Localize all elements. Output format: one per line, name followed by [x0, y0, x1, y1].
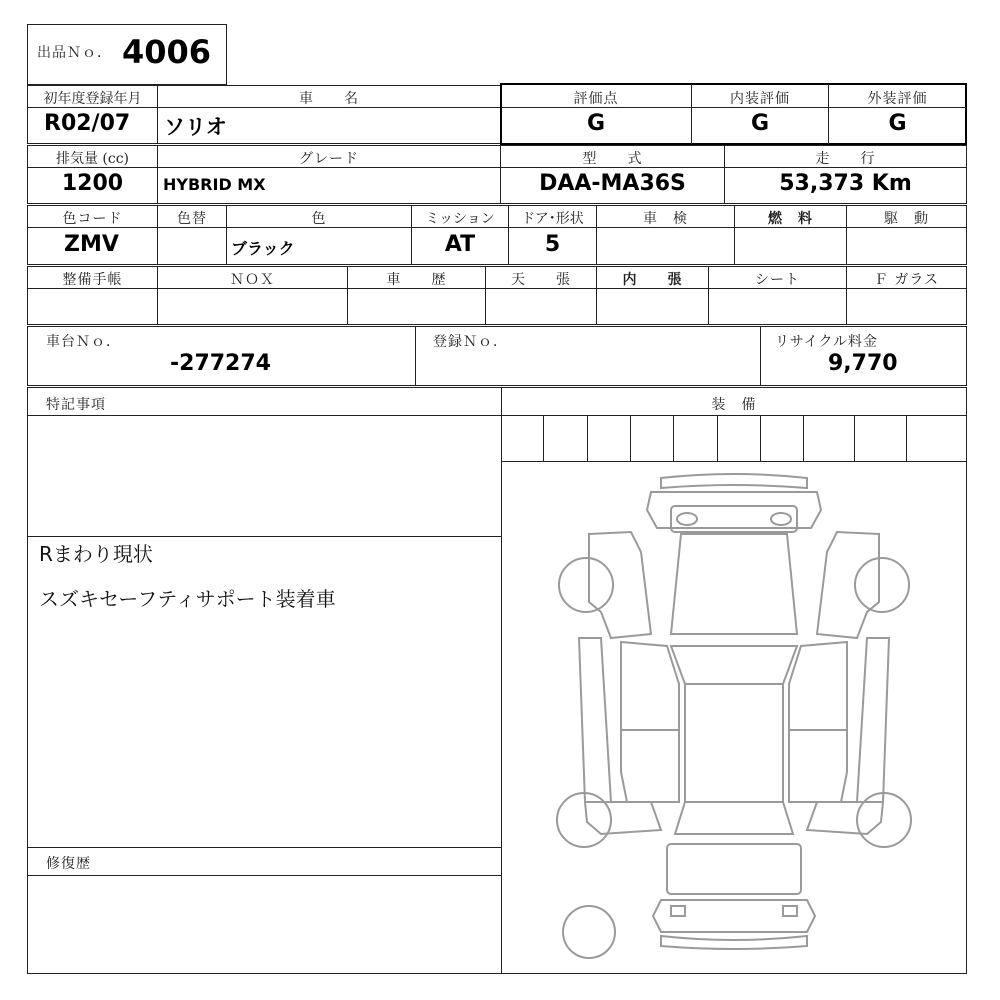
rear-right-door: [789, 730, 847, 802]
repaint-label: 色替: [177, 211, 207, 227]
recycle-label: リサイクル料金: [775, 334, 879, 350]
lot-number: 4006: [122, 33, 212, 71]
fuel-label: 燃 料: [768, 211, 813, 227]
fuel-cell: [734, 227, 847, 265]
model-label: 型 式: [582, 151, 643, 167]
equipment-cell-divider: [854, 415, 855, 461]
color-code-value: ZMV: [64, 232, 119, 257]
drive-label: 駆 動: [884, 211, 929, 227]
notes-header-line: [27, 415, 502, 416]
first-reg-value: R02/07: [44, 111, 131, 136]
exterior-label: 外装評価: [867, 91, 928, 107]
displacement-label: 排気量 (cc): [55, 151, 130, 167]
rear-right-quarter: [807, 802, 883, 834]
score-label: 評価点: [573, 91, 619, 107]
inspection-cell: [596, 227, 735, 265]
nox-label: ＮＯＸ: [230, 272, 275, 288]
door-value: 5: [544, 232, 561, 257]
left-sill: [579, 638, 611, 802]
front-right-door: [789, 642, 847, 730]
right-sill: [857, 638, 889, 802]
grade-label: グレード: [299, 151, 359, 167]
rear-bumper-bottom: [661, 936, 807, 949]
registration-label: 登録Ｎｏ．: [433, 334, 508, 350]
chassis-value: -277274: [170, 351, 271, 376]
equipment-cell-divider: [543, 415, 544, 461]
repair-label: 修復歴: [46, 856, 91, 872]
front-left-fender: [589, 532, 651, 638]
interior-trim-label: 内 張: [622, 272, 683, 288]
score-value: G: [586, 111, 606, 136]
glass-label: Ｆ ガラス: [873, 272, 940, 288]
equipment-cell-divider: [803, 415, 804, 461]
notes-label: 特記事項: [46, 397, 106, 413]
spare-tire: [563, 906, 615, 958]
roof: [685, 684, 783, 802]
door-label: ドア･形状: [521, 211, 584, 227]
front-bumper-top: [661, 474, 807, 488]
lot-label: 出品Ｎｏ．: [37, 45, 112, 61]
seat-cell: [708, 288, 847, 325]
back-door: [667, 844, 801, 894]
car-name-value: ソリオ: [164, 115, 227, 139]
maintenance-label: 整備手帳: [62, 272, 123, 288]
front-emblem-right: [771, 513, 791, 525]
equipment-header-line: [501, 415, 967, 416]
rear-left-quarter: [585, 802, 661, 834]
mileage-value: 53,373 Km: [779, 171, 912, 196]
repair-header-bottom: [27, 875, 502, 876]
front-left-door: [621, 642, 679, 730]
history-cell: [347, 288, 486, 325]
grade-value: HYBRID MX: [163, 175, 266, 194]
history-label: 車 歴: [386, 272, 447, 288]
rear-glass: [675, 802, 793, 834]
repair-header-top: [27, 847, 502, 848]
equipment-cell-divider: [906, 415, 907, 461]
seat-label: シート: [755, 272, 800, 288]
interior-value: G: [750, 111, 770, 136]
mission-value: AT: [444, 232, 476, 257]
mileage-label: 走 行: [815, 151, 876, 167]
notes-divider: [27, 536, 502, 537]
notes-section: [27, 387, 502, 974]
car-diagram: [501, 462, 967, 974]
equipment-cell-divider: [760, 415, 761, 461]
hood: [671, 534, 797, 634]
glass-cell: [846, 288, 967, 325]
windshield: [671, 646, 797, 684]
equipment-cell-divider: [717, 415, 718, 461]
notes-line-1: Rまわり現状: [39, 542, 153, 566]
color-label: 色: [311, 211, 327, 227]
rear-left-door: [621, 730, 679, 802]
recycle-value: 9,770: [828, 351, 898, 376]
color-value: ブラック: [231, 239, 295, 258]
front-bumper: [647, 492, 821, 528]
interior-trim-cell: [596, 288, 709, 325]
front-right-fender: [817, 532, 879, 638]
maintenance-cell: [27, 288, 158, 325]
notes-line-2: スズキセーフティサポート装着車: [39, 587, 336, 611]
drive-cell: [846, 227, 967, 265]
model-value: DAA-MA36S: [539, 171, 686, 196]
color-code-label: 色コード: [62, 211, 123, 227]
exterior-value: G: [888, 111, 907, 136]
front-emblem-left: [677, 513, 697, 525]
front-right-wheel: [855, 558, 909, 612]
first-reg-label: 初年度登録年月: [43, 91, 142, 107]
rear-light-left: [671, 906, 685, 916]
ceiling-cell: [485, 288, 597, 325]
repaint-cell: [157, 227, 227, 265]
equipment-cell-divider: [673, 415, 674, 461]
interior-label: 内装評価: [730, 91, 790, 107]
rear-light-right: [783, 906, 797, 916]
nox-cell: [157, 288, 348, 325]
chassis-label: 車台Ｎｏ．: [46, 334, 121, 350]
displacement-value: 1200: [61, 171, 124, 196]
ceiling-label: 天 張: [511, 272, 571, 288]
equipment-label: 装 備: [711, 397, 757, 413]
mission-label: ミッション: [425, 211, 495, 227]
equipment-cell-divider: [587, 415, 588, 461]
front-left-wheel: [559, 558, 613, 612]
equipment-cell-divider: [630, 415, 631, 461]
inspection-label: 車 検: [643, 211, 688, 227]
car-name-label: 車 名: [299, 91, 359, 107]
